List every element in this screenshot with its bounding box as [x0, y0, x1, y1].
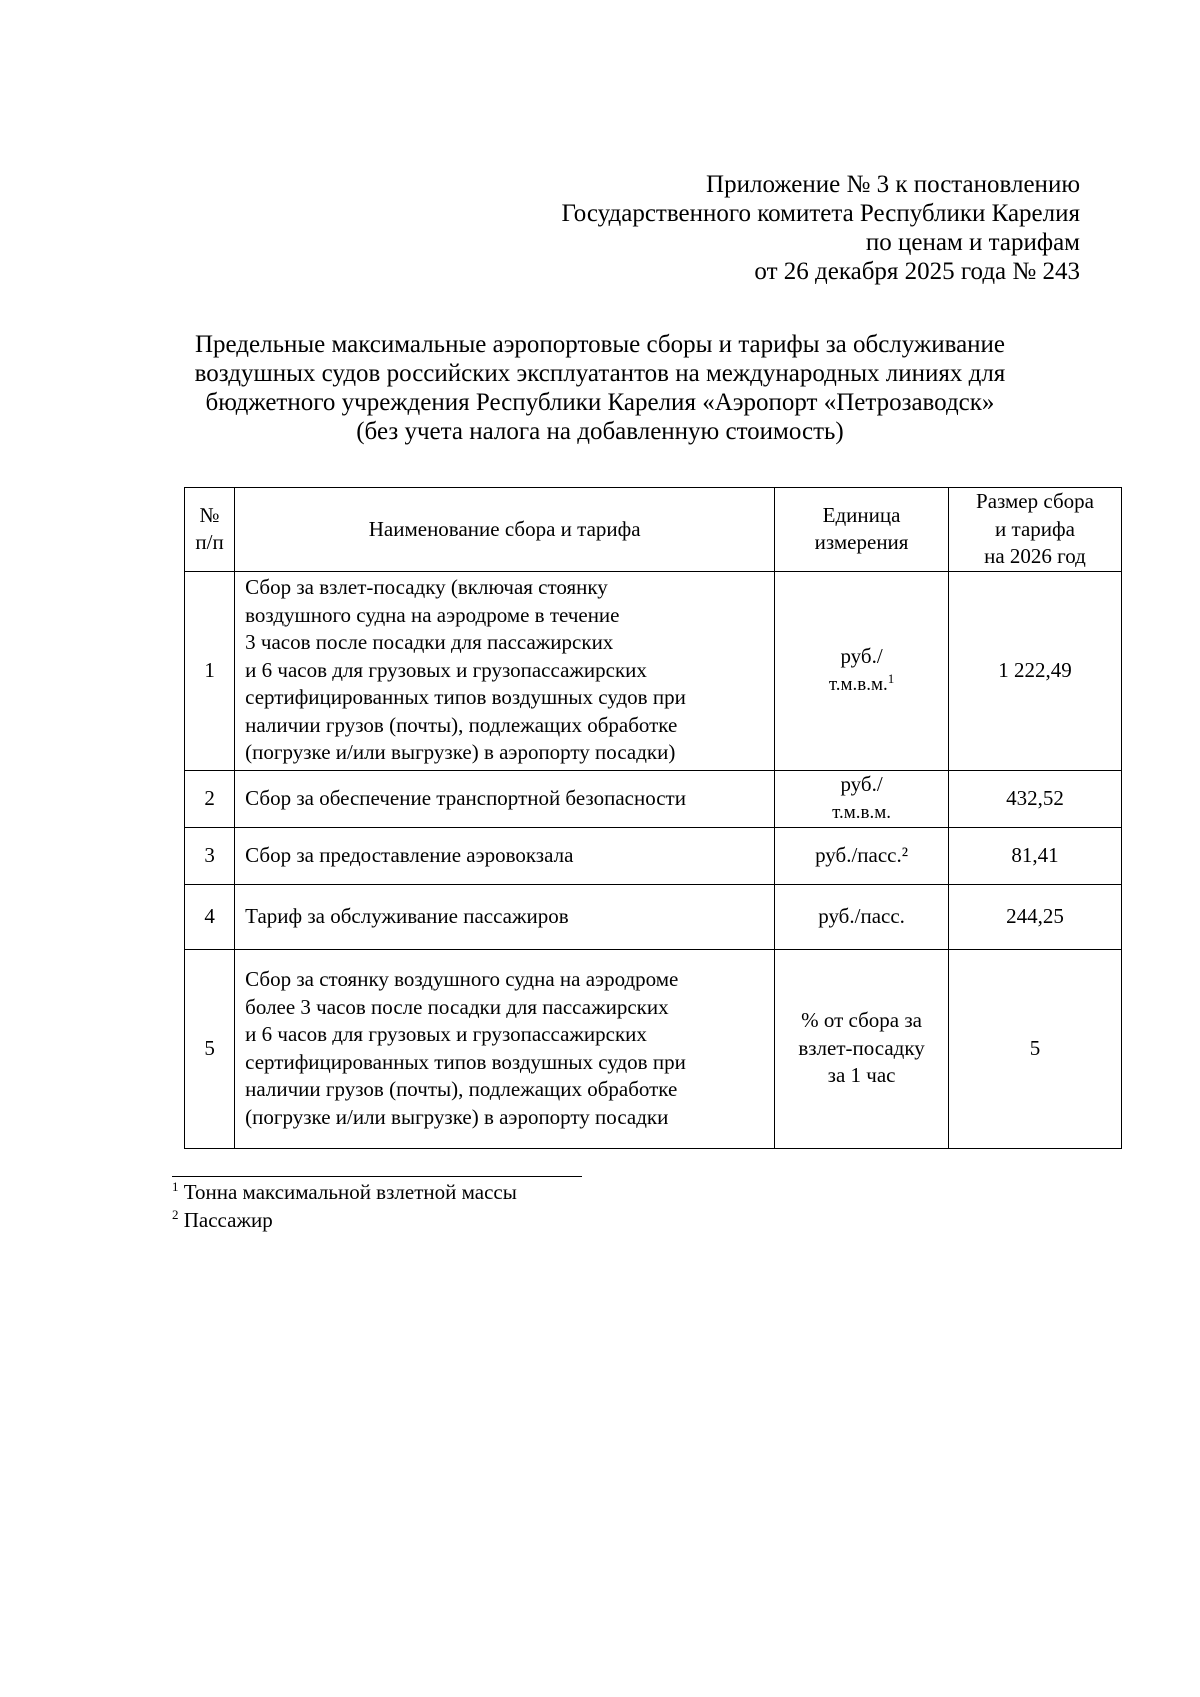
row-value: 244,25: [949, 884, 1122, 949]
row-value: 1 222,49: [949, 571, 1122, 770]
header-name: Наименование сбора и тарифа: [235, 488, 775, 572]
row-unit: % от сбора за взлет-посадку за 1 час: [775, 949, 949, 1148]
row-unit: руб./ т.м.в.м.: [775, 770, 949, 827]
footnote-separator: [172, 1176, 582, 1177]
footnote-ref: 1: [887, 670, 895, 686]
header-line: Государственного комитета Республики Карелия: [561, 200, 1080, 227]
row-name: Тариф за обслуживание пассажиров: [235, 884, 775, 949]
footnotes: [172, 1178, 517, 1234]
table-row: [185, 949, 1122, 1148]
row-name: Сбор за обеспечение транспортной безопасности: [235, 770, 775, 827]
fees-table: [184, 487, 1122, 1149]
header-num: № п/п: [185, 488, 235, 572]
document-title: [150, 330, 1050, 446]
row-num: 4: [185, 884, 235, 949]
header-unit: Единица измерения: [775, 488, 949, 572]
title-line: бюджетного учреждения Республики Карелия «Аэропорт «Петрозаводск»: [205, 389, 995, 416]
row-value: 432,52: [949, 770, 1122, 827]
row-num: 5: [185, 949, 235, 1148]
header-line: по ценам и тарифам: [865, 229, 1080, 256]
appendix-header: [380, 170, 1080, 286]
header-value: Размер сбора и тарифа на 2026 год: [949, 488, 1122, 572]
row-unit: руб./ т.м.в.м.$^1$: [775, 571, 949, 770]
row-num: 3: [185, 827, 235, 884]
row-name: Сбор за взлет-посадку (включая стоянку воздушного судна на аэродроме в течение 3 часов после посадки для пассажирских и 6 часов для грузовых и грузопассажирских сертифицированных типов воздушных судов при наличии грузов (почты), подлежащих обработке (погрузке и/или выгрузке) в аэропорту посадки): [235, 571, 775, 770]
table-row: [185, 770, 1122, 827]
table-header-row: [185, 488, 1122, 572]
table-row: [185, 884, 1122, 949]
title-line: воздушных судов российских эксплуатантов на международных линиях для: [194, 360, 1006, 387]
row-name: Сбор за стоянку воздушного судна на аэродроме более 3 часов после посадки для пассажирских и 6 часов для грузовых и грузопассажирских сертифицированных типов воздушных судов при наличии грузов (почты), подлежащих обработке (погрузке и/или выгрузке) в аэропорту посадки: [235, 949, 775, 1148]
header-line: Приложение № 3 к постановлению: [706, 171, 1080, 198]
row-value: 81,41: [949, 827, 1122, 884]
row-num: 2: [185, 770, 235, 827]
row-num: 1: [185, 571, 235, 770]
row-unit: руб./пасс.: [775, 884, 949, 949]
header-line: от 26 декабря 2025 года № 243: [754, 258, 1080, 285]
title-line: Предельные максимальные аэропортовые сборы и тарифы за обслуживание: [194, 331, 1006, 358]
footnote: $^2$ Пассажир: [172, 1207, 273, 1232]
table-row: [185, 827, 1122, 884]
table-row: [185, 571, 1122, 770]
footnote: $^1$ Тонна максимальной взлетной массы: [172, 1179, 517, 1204]
row-name: Сбор за предоставление аэровокзала: [235, 827, 775, 884]
title-line: (без учета налога на добавленную стоимость): [356, 418, 844, 445]
row-value: 5: [949, 949, 1122, 1148]
row-unit: руб./пасс.²: [775, 827, 949, 884]
